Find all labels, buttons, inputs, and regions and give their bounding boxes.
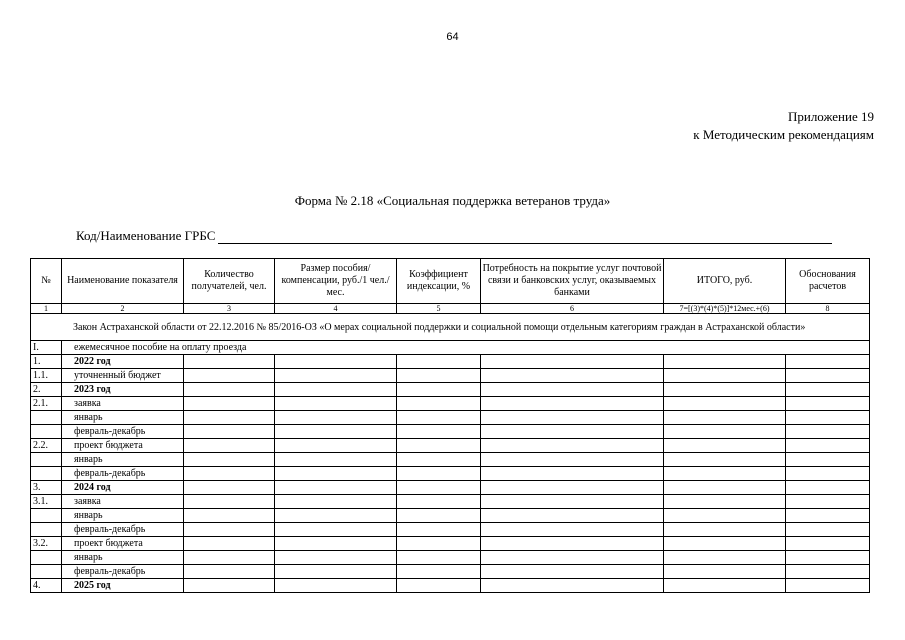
law-text: Закон Астраханской области от 22.12.2016 № 85/2016-ОЗ «О мерах социальной поддержки и социальной помощи отдельным категориям граждан в Астраханской области» [31, 314, 870, 341]
row-name: январь [62, 551, 184, 565]
value-cell[interactable] [481, 383, 664, 397]
value-cell[interactable] [786, 369, 870, 383]
grbs-label: Код/Наименование ГРБС [76, 228, 216, 243]
value-cell[interactable] [664, 397, 786, 411]
table-row [31, 467, 870, 481]
value-cell[interactable] [275, 397, 397, 411]
value-cell[interactable] [397, 579, 481, 593]
row-number [31, 509, 62, 523]
value-cell[interactable] [397, 565, 481, 579]
value-cell[interactable] [786, 565, 870, 579]
row-number: 2.2. [31, 439, 62, 453]
value-cell[interactable] [786, 509, 870, 523]
table-row [31, 341, 870, 355]
value-cell[interactable] [481, 481, 664, 495]
row-name: заявка [62, 495, 184, 509]
row-number [31, 453, 62, 467]
table-row [31, 523, 870, 537]
value-cell[interactable] [664, 355, 786, 369]
value-cell[interactable] [184, 425, 275, 439]
row-number [31, 467, 62, 481]
value-cell[interactable] [481, 467, 664, 481]
value-cell[interactable] [397, 369, 481, 383]
value-cell[interactable] [397, 509, 481, 523]
header-cell: Потребность на покрытие услуг почтовой связи и банковских услуг, оказываемых банками [481, 259, 664, 304]
value-cell[interactable] [397, 537, 481, 551]
value-cell[interactable] [397, 355, 481, 369]
table-row [31, 425, 870, 439]
value-cell[interactable] [786, 411, 870, 425]
value-cell[interactable] [481, 509, 664, 523]
value-cell[interactable] [275, 551, 397, 565]
table-row [31, 383, 870, 397]
value-cell[interactable] [275, 523, 397, 537]
row-name: февраль-декабрь [62, 467, 184, 481]
table-row [31, 411, 870, 425]
value-cell[interactable] [397, 425, 481, 439]
row-name: январь [62, 411, 184, 425]
value-cell[interactable] [664, 579, 786, 593]
value-cell[interactable] [786, 551, 870, 565]
value-cell[interactable] [481, 397, 664, 411]
row-number: I. [31, 341, 62, 355]
header-cell: Размер пособия/компенсации, руб./1 чел./мес. [275, 259, 397, 304]
value-cell[interactable] [275, 411, 397, 425]
value-cell[interactable] [184, 523, 275, 537]
appendix-note [693, 108, 874, 144]
row-number: 1. [31, 355, 62, 369]
value-cell[interactable] [184, 467, 275, 481]
value-cell[interactable] [275, 355, 397, 369]
column-number: 1 [31, 304, 62, 314]
value-cell[interactable] [786, 579, 870, 593]
row-name: январь [62, 453, 184, 467]
value-cell[interactable] [664, 523, 786, 537]
value-cell[interactable] [786, 439, 870, 453]
form-title: Форма № 2.18 «Социальная поддержка ветеранов труда» [294, 193, 611, 208]
row-name: 2022 год [62, 355, 184, 369]
column-number: 6 [481, 304, 664, 314]
header-cell: Наименование показателя [62, 259, 184, 304]
value-cell[interactable] [664, 383, 786, 397]
value-cell[interactable] [275, 565, 397, 579]
table-row [31, 355, 870, 369]
report-table [30, 258, 870, 593]
value-cell[interactable] [786, 537, 870, 551]
table-row [31, 439, 870, 453]
value-cell[interactable] [481, 439, 664, 453]
value-cell[interactable] [397, 523, 481, 537]
value-cell[interactable] [184, 453, 275, 467]
header-cell: Количество получателей, чел. [184, 259, 275, 304]
value-cell[interactable] [397, 495, 481, 509]
value-cell[interactable] [786, 453, 870, 467]
value-cell[interactable] [481, 551, 664, 565]
row-number: 3.2. [31, 537, 62, 551]
grbs-field [76, 228, 832, 244]
header-cell: Обоснования расчетов [786, 259, 870, 304]
row-number [31, 551, 62, 565]
value-cell[interactable] [786, 481, 870, 495]
value-cell[interactable] [664, 509, 786, 523]
value-cell[interactable] [397, 383, 481, 397]
value-cell[interactable] [184, 369, 275, 383]
value-cell[interactable] [184, 383, 275, 397]
value-cell[interactable] [275, 467, 397, 481]
column-number: 5 [397, 304, 481, 314]
appendix-line-2: к Методическим рекомендациям [693, 127, 874, 142]
value-cell[interactable] [184, 509, 275, 523]
value-cell[interactable] [664, 565, 786, 579]
row-number: 3. [31, 481, 62, 495]
value-cell[interactable] [184, 537, 275, 551]
value-cell[interactable] [397, 439, 481, 453]
value-cell[interactable] [481, 537, 664, 551]
value-cell[interactable] [184, 439, 275, 453]
value-cell[interactable] [786, 467, 870, 481]
header-cell: ИТОГО, руб. [664, 259, 786, 304]
value-cell[interactable] [275, 425, 397, 439]
value-cell[interactable] [275, 579, 397, 593]
appendix-line-1: Приложение 19 [787, 109, 874, 124]
value-cell[interactable] [481, 425, 664, 439]
value-cell[interactable] [481, 565, 664, 579]
row-number [31, 425, 62, 439]
value-cell[interactable] [664, 411, 786, 425]
value-cell[interactable] [275, 453, 397, 467]
row-name: февраль-декабрь [62, 523, 184, 537]
value-cell[interactable] [786, 495, 870, 509]
value-cell[interactable] [397, 453, 481, 467]
value-cell[interactable] [664, 495, 786, 509]
value-cell[interactable] [481, 453, 664, 467]
row-name: проект бюджета [62, 439, 184, 453]
row-name: 2023 год [62, 383, 184, 397]
header-cell: Коэффициент индексации, % [397, 259, 481, 304]
value-cell[interactable] [184, 481, 275, 495]
table-row [31, 565, 870, 579]
value-cell[interactable] [664, 425, 786, 439]
value-cell[interactable] [481, 355, 664, 369]
column-number: 4 [275, 304, 397, 314]
value-cell[interactable] [481, 523, 664, 537]
table-row [31, 551, 870, 565]
value-cell[interactable] [184, 411, 275, 425]
column-number: 2 [62, 304, 184, 314]
row-number: 4. [31, 579, 62, 593]
row-number: 1.1. [31, 369, 62, 383]
value-cell[interactable] [184, 551, 275, 565]
value-cell[interactable] [481, 411, 664, 425]
law-row [31, 314, 870, 341]
value-cell[interactable] [786, 397, 870, 411]
table-row [31, 495, 870, 509]
value-cell[interactable] [275, 369, 397, 383]
value-cell[interactable] [786, 523, 870, 537]
row-name: ежемесячное пособие на оплату проезда [62, 341, 870, 355]
value-cell[interactable] [397, 397, 481, 411]
value-cell[interactable] [184, 397, 275, 411]
table-row [31, 509, 870, 523]
table-row [31, 481, 870, 495]
header-row [31, 259, 870, 304]
row-number [31, 523, 62, 537]
value-cell[interactable] [664, 481, 786, 495]
column-number: 7=[(3)*(4)*(5)]*12мес.+(6) [664, 304, 786, 314]
grbs-input-line[interactable] [218, 229, 832, 244]
row-name: февраль-декабрь [62, 425, 184, 439]
value-cell[interactable] [664, 467, 786, 481]
row-name: 2025 год [62, 579, 184, 593]
value-cell[interactable] [275, 481, 397, 495]
value-cell[interactable] [481, 369, 664, 383]
value-cell[interactable] [184, 579, 275, 593]
table-row [31, 397, 870, 411]
value-cell[interactable] [664, 439, 786, 453]
value-cell[interactable] [481, 579, 664, 593]
value-cell[interactable] [397, 467, 481, 481]
row-name: январь [62, 509, 184, 523]
row-name: уточненный бюджет [62, 369, 184, 383]
value-cell[interactable] [786, 425, 870, 439]
row-number: 3.1. [31, 495, 62, 509]
column-number: 8 [786, 304, 870, 314]
row-name: заявка [62, 397, 184, 411]
value-cell[interactable] [184, 495, 275, 509]
row-number [31, 565, 62, 579]
table-row [31, 369, 870, 383]
value-cell[interactable] [664, 551, 786, 565]
value-cell[interactable] [481, 495, 664, 509]
value-cell[interactable] [664, 537, 786, 551]
value-cell[interactable] [397, 481, 481, 495]
value-cell[interactable] [664, 369, 786, 383]
value-cell[interactable] [275, 537, 397, 551]
value-cell[interactable] [275, 383, 397, 397]
value-cell[interactable] [275, 439, 397, 453]
value-cell[interactable] [786, 383, 870, 397]
value-cell[interactable] [397, 411, 481, 425]
column-number-row [31, 304, 870, 314]
row-number [31, 411, 62, 425]
header-cell: № [31, 259, 62, 304]
row-name: 2024 год [62, 481, 184, 495]
value-cell[interactable] [275, 495, 397, 509]
table-row [31, 453, 870, 467]
table-row [31, 537, 870, 551]
value-cell[interactable] [786, 355, 870, 369]
value-cell[interactable] [664, 453, 786, 467]
row-name: февраль-декабрь [62, 565, 184, 579]
value-cell[interactable] [184, 565, 275, 579]
table-row [31, 579, 870, 593]
row-name: проект бюджета [62, 537, 184, 551]
value-cell[interactable] [184, 355, 275, 369]
value-cell[interactable] [397, 551, 481, 565]
page-number: 64 [446, 31, 459, 43]
value-cell[interactable] [275, 509, 397, 523]
row-number: 2. [31, 383, 62, 397]
column-number: 3 [184, 304, 275, 314]
row-number: 2.1. [31, 397, 62, 411]
